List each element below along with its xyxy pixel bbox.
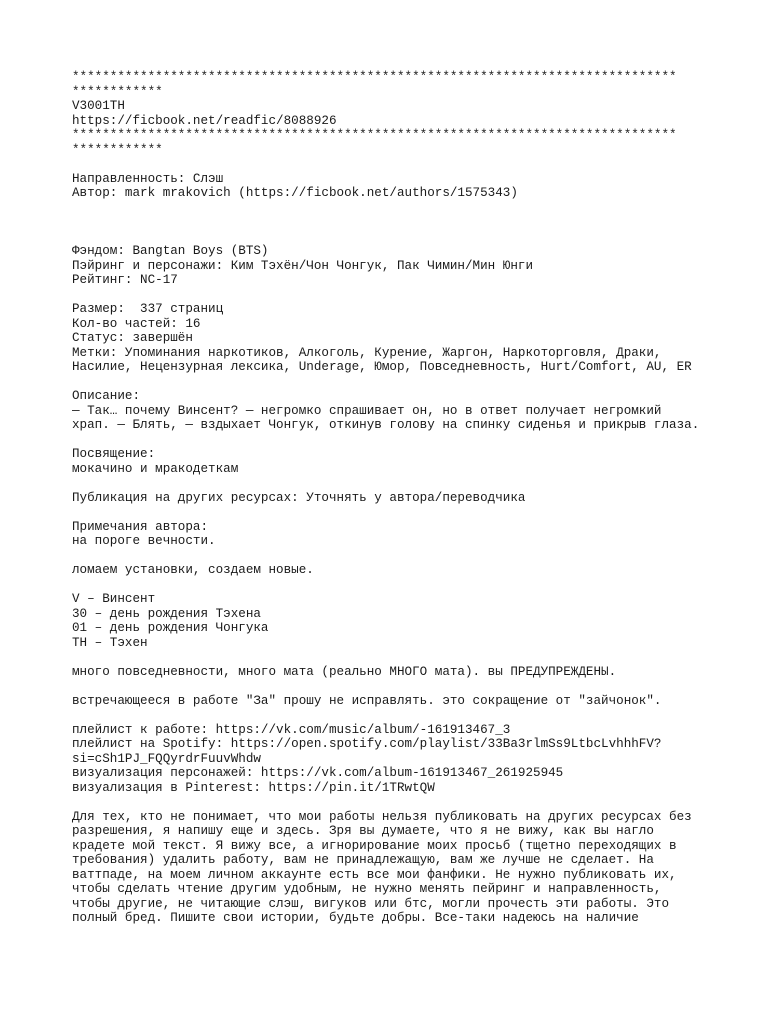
work-title: V3001TH [72,99,125,113]
blank-line [72,157,712,172]
blank-line [72,679,712,694]
blank-line [72,433,712,448]
description-text: — Так… почему Винсент? — негромко спрашивает он, но в ответ получает негромкий [72,403,662,418]
author-paragraph-line: Для тех, кто не понимает, что мои работы нельзя публиковать на других ресурсах без [72,809,692,824]
pinterest-link: визуализация в Pinterest: https://pin.it/1TRwtQW [72,780,435,795]
warning-text: много повседневности, много мата (реально МНОГО мата). вы ПРЕДУПРЕЖДЕНЫ. [72,664,617,679]
tags-field-continued: Насилие, Нецензурная лексика, Underage, Юмор, Повседневность, Hurt/Comfort, AU, ER [72,360,692,374]
fandom-field: Фэндом: Bangtan Boys (BTS) [72,244,269,258]
separator-line: ******************************************************************************** [72,70,677,84]
blank-line [72,708,712,723]
notes-text: на пороге вечности. [72,534,216,548]
blank-line [72,650,712,665]
blank-line [72,795,712,810]
direction-field: Направленность: Слэш [72,171,224,186]
blank-line [72,230,712,245]
separator-line: ************ [72,84,163,99]
dedication-text: мокачино и мракодеткам [72,461,239,476]
abbreviation-note: встречающееся в работе "За" прошу не исправлять. это сокращение от "зайчонок". [72,693,662,708]
notes-text: ломаем установки, создаем новые. [72,563,314,577]
blank-line [72,201,712,216]
parts-field: Кол-во частей: 16 [72,316,201,331]
status-field: Статус: завершён [72,331,193,345]
spotify-link: плейлист на Spotify: https://open.spotify.com/playlist/33Ba3rlmSs9LtbcLvhhhFV? [72,737,662,751]
notes-heading: Примечания автора: [72,519,209,534]
author-paragraph-line: чтобы другие, не читающие слэш, вигуков или бтс, могли прочесть эти работы. Это [72,896,670,911]
spotify-link-continued: si=cSh1PJ_FQQyrdrFuuvWhdw [72,751,261,766]
blank-line [72,375,712,390]
characters-link: визуализация персонажей: https://vk.com/album-161913467_261925945 [72,766,564,780]
legend-item: TH – Тэхен [72,635,148,650]
legend-item: 30 – день рождения Тэхена [72,606,261,621]
author-paragraph-line: требования) удалить работу, вам не принадлежащую, вам же лучше не сделает. На [72,853,654,867]
legend-item: V – Винсент [72,592,156,606]
separator-line: ************ [72,142,163,157]
size-field: Размер: 337 страниц [72,302,224,316]
publication-field: Публикация на других ресурсах: Уточнять у автора/переводчика [72,490,526,505]
legend-item: 01 – день рождения Чонгука [72,621,269,635]
author-paragraph-line: крадете мой текст. Я вижу все, а игнорирование моих просьб (тщетно переходящих в [72,838,677,853]
playlist-link: плейлист к работе: https://vk.com/music/album/-161913467_3 [72,722,511,737]
blank-line [72,505,712,520]
blank-line [72,215,712,230]
author-paragraph-line: разрешения, я напишу еще и здесь. Зря вы думаете, что я не вижу, как вы нагло [72,824,654,838]
author-paragraph-line: ваттпаде, на моем личном аккаунте есть все мои фанфики. Не нужно публиковать их, [72,867,677,882]
separator-line: ******************************************************************************** [72,128,677,142]
pairing-field: Пэйринг и персонажи: Ким Тэхён/Чон Чонгук, Пак Чимин/Мин Юнги [72,258,534,273]
blank-line [72,476,712,491]
document-page [72,70,712,926]
description-text: храп. — Блять, — вздыхает Чонгук, откинув голову на спинку сиденья и прикрыв глаза. [72,418,700,432]
author-paragraph-line: чтобы сделать чтение другим удобным, не нужно менять пейринг и направленность, [72,882,662,896]
tags-field: Метки: Упоминания наркотиков, Алкоголь, Курение, Жаргон, Наркоторговля, Драки, [72,345,662,360]
blank-line [72,288,712,303]
description-heading: Описание: [72,389,141,403]
work-url: https://ficbook.net/readfic/8088926 [72,113,337,128]
author-paragraph-line: полный бред. Пишите свои истории, будьте добры. Все-таки надеюсь на наличие [72,911,639,925]
blank-line [72,549,712,564]
blank-line [72,578,712,593]
author-field: Автор: mark mrakovich (https://ficbook.net/authors/1575343) [72,186,518,200]
rating-field: Рейтинг: NC-17 [72,273,178,287]
dedication-heading: Посвящение: [72,447,156,461]
